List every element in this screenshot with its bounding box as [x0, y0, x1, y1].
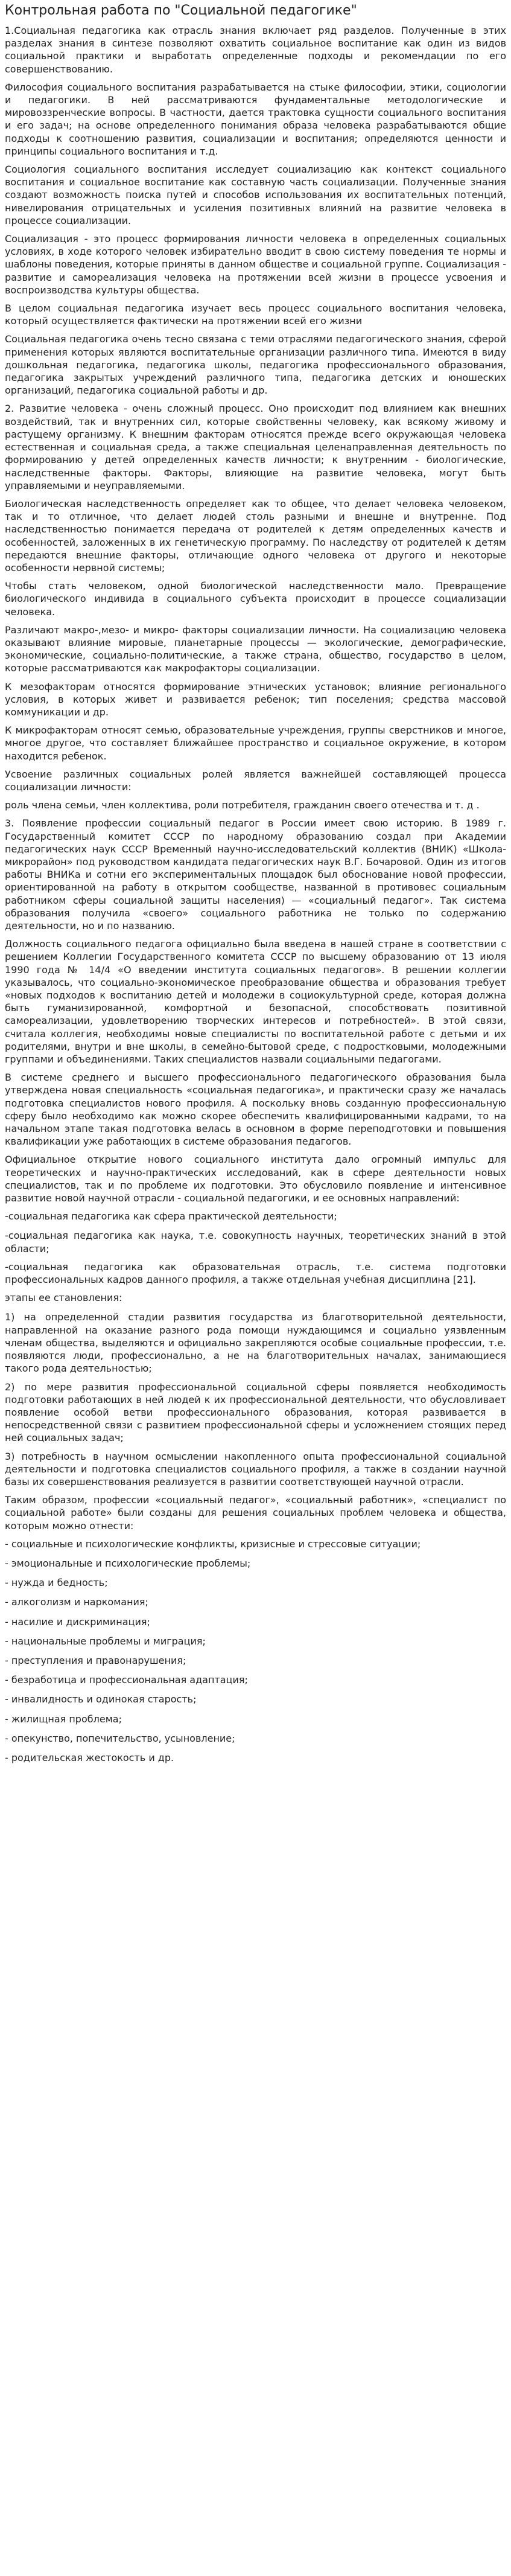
list-item: - безработица и профессиональная адаптация;	[5, 1674, 248, 1686]
list-item: - опекунство, попечительство, усыновление;	[5, 1732, 235, 1744]
list-item: 2) по мере развития профессиональной социальной сферы появляется необходимость подготовки работающих в ней людей к их профессиональной деятельности, что обусловливает появление особой ветви профессионального образования, которая развивается в непосредственной связи с развитием профессиональной сферы и усложнением стоящих перед ней социальных задач;	[5, 1381, 506, 1444]
paragraph: Социология социального воспитания исследует социализацию как контекст социального воспитания и социальное воспитание как составную часть социализации. Полученные знания создают возможность поиска путей и способов использования их воспитательных потенций, нивелирования отрицательных и усиления позитивных влияний на развитие человека в процессе социализации.	[5, 164, 506, 226]
list-item: - родительская жестокость и др.	[5, 1751, 174, 1763]
paragraph: Социализация - это процесс формирования личности человека в определенных социальных условиях, в ходе которого человек избирательно вводит в свою систему поведения те нормы и шаблоны поведения, которые приняты в данном обществе и социальной группе. Социализация - развитие и самореализация человека на протяжении всей жизни в процессе усвоения и воспроизводства культуры общества.	[5, 233, 506, 296]
paragraph: В целом социальная педагогика изучает весь процесс социального воспитания человека, который осуществляется фактически на протяжении всей его жизни	[5, 302, 506, 327]
list-item: -социальная педагогика как наука, т.е. совокупность научных, теоретических знаний в этой области;	[5, 1230, 506, 1254]
paragraph: К микрофакторам относят семью, образовательные учреждения, группы сверстников и многое, многое другое, что составляет ближайшее пространство и социальное окружение, в котором находится ребенок.	[5, 724, 506, 762]
paragraph: К мезофакторам относятся формирование этнических установок; влияние регионального условия, в которых живет и развивается ребенок; тип поселения; средства массовой коммуникации и др.	[5, 680, 506, 718]
list-item: - инвалидность и одинокая старость;	[5, 1693, 197, 1705]
list-item: - жилищная проблема;	[5, 1713, 122, 1725]
paragraph: Официальное открытие нового социального института дало огромный импульс для теоретических и научно-практических исследований, как в сфере деятельности новых специалистов, так и по проблеме их подготовки. Это обусловило появление и интенсивное развитие новой научной отрасли - социальной педагогики, и ее основных направлений:	[5, 1154, 506, 1204]
list-item: - эмоциональные и психологические проблемы;	[5, 1557, 251, 1569]
paragraph: Чтобы стать человеком, одной биологической наследственности мало. Превращение биологического индивида в социального субъекта происходит в процессе социализации человека.	[5, 580, 506, 618]
list-item: - преступления и правонарушения;	[5, 1654, 186, 1666]
paragraph: Философия социального воспитания разрабатывается на стыке философии, этики, социологии и педагогики. В ней рассматриваются фундаментальные методологические и мировоззренческие вопросы. В частности, дается трактовка сущности социального воспитания и его задач; на основе определенного понимания образа человека разрабатываются общие подходы к соотношению развития, социализации и воспитания; определяются ценности и принципы социального воспитания и т.д.	[5, 81, 506, 157]
list-item: -социальная педагогика как образовательная отрасль, т.е. система подготовки профессиональных кадров данного профиля, а также отдельная учебная дисциплина [21].	[5, 1261, 506, 1286]
paragraph: этапы ее становления:	[5, 1292, 122, 1304]
paragraph: Биологическая наследственность определяет как то общее, что делает человека человеком, так и то отличное, что делает людей столь разными и внешне и внутренне. Под наследственностью понимается передача от родителей к детям определенных качеств и особенностей, заложенных в их генетическую программу. По наследству от родителей к детям передаются внешние факторы, отличающие одного человека от другого и некоторые особенности нервной системы;	[5, 497, 506, 574]
paragraph: Должность социального педагога официально была введена в нашей стране в соответствии с решением Коллегии Государственного комитета СССР по высшему образованию от 13 июля 1990 года № 14/4 «О введении института социальных педагогов». В решении коллегии указывалось, что социально-экономическое преобразование общества и образования требует «новых подходов к воспитанию детей и молодежи в социокультурной среде, которая должна быть гуманизированной, комфортной и безопасной, способствовать позитивной самореализации, удовлетворению творческих интересов и потребностей». В этой связи, считала коллегия, необходимы новые специалисты по воспитательной работе с детьми и их родителями, внутри и вне школы, в семейно-бытовой среде, с подростковыми, молодежными группами и объединениями. Таких специалистов назвали социальными педагогами.	[5, 938, 506, 1066]
list-item: - национальные проблемы и миграция;	[5, 1635, 206, 1647]
list-item: - социальные и психологические конфликты, кризисные и стрессовые ситуации;	[5, 1538, 421, 1550]
paragraph: 3. Появление профессии социальный педагог в России имеет свою историю. В 1989 г. Государственный комитет СССР по народному образованию создал при Академии педагогических наук СССР Временный научно-исследовательский коллектив (ВНИК) «Школа-микрорайон» под руководством кандидата педагогических наук В.Г. Бочаровой. Один из итогов работы ВНИКа и сотни его экспериментальных площадок был обоснование новой профессии, ориентированной на работу в открытом сообществе, названной в противовес социальным работником сферы социальной защиты населения) — «социальный педагог». Так система образования получила «своего» социального работника не только по содержанию деятельности, но и по названию.	[5, 817, 506, 932]
list-item: - нужда и бедность;	[5, 1577, 108, 1589]
paragraph: 1.Социальная педагогика как отрасль знания включает ряд разделов. Полученные в этих разделах знания в синтезе позволяют охватить социальное воспитание как один из видов социальной практики и выработать определенные подходы и рекомендации по его совершенствованию.	[5, 25, 506, 75]
list-item: 3) потребность в научном осмыслении накопленного опыта профессиональной социальной деятельности и подготовка специалистов социального профиля, а также в создании научной базы их совершенствования реализуется в развитии соответствующей научной отрасли.	[5, 1450, 506, 1488]
document-title: Контрольная работа по "Социальной педагогике"	[5, 3, 357, 18]
paragraph: Различают макро-,мезо- и микро- факторы социализации личности. На социализацию человека оказывают влияние мировые, планетарные процессы — экологические, демографические, экономические, социально-политические, а также страна, общество, государство в целом, которые рассматриваются как макрофакторы социализации.	[5, 624, 506, 674]
paragraph: Социальная педагогика очень тесно связана с теми отраслями педагогического знания, сферой применения которых являются воспитательные организации различного типа. Имеются в виду дошкольная педагогика, педагогика школы, педагогика профессионального образования, педагогика закрытых учреждений различного типа, педагогика детских и юношеских организаций, педагогика социальной работы и др.	[5, 333, 506, 397]
paragraph: 2. Развитие человека - очень сложный процесс. Оно происходит под влиянием как внешних воздействий, так и внутренних сил, которые свойственны человеку, как всякому живому и растущему организму. К внешним факторам относятся прежде всего окружающая человека естественная и социальная среда, а также специальная целенаправленная деятельность по формированию у детей определенных качеств личности; к внутренним - биологические, наследственные факторы. Факторы, влияющие на развитие человека, могут быть управляемыми и неуправляемыми.	[5, 403, 506, 491]
paragraph: Усвоение различных социальных ролей является важнейшей составляющей процесса социализации личности:	[5, 768, 506, 793]
list-item: 1) на определенной стадии развития государства из благотворительной деятельности, направленной на оказание разного рода помощи нуждающимся и социально уязвленным членам общества, выделяются и официально закрепляются особые социальные профессии, т.е. появляются люди, профессионально, а не на благотворительных началах, занимающиеся такого рода деятельностью;	[5, 1311, 506, 1375]
paragraph: роль члена семьи, член коллектива, роли потребителя, гражданин своего отечества и т. д .	[5, 799, 480, 811]
list-item: - насилие и дискриминация;	[5, 1616, 150, 1628]
list-item: -социальная педагогика как сфера практической деятельности;	[5, 1210, 337, 1222]
list-item: - алкоголизм и наркомания;	[5, 1596, 148, 1608]
paragraph: В системе среднего и высшего профессионального педагогического образования была утверждена новая специальность «социальная педагогика», и практически сразу же началась подготовка специалистов нового профиля. А поскольку вновь созданную профессиональную сферу было необходимо как можно скорее обеспечить квалифицированными кадрами, то на начальном этапе такая подготовка велась в основном в форме переподготовки и повышения квалификации уже работающих в системе образования педагогов.	[5, 1072, 506, 1148]
paragraph: Таким образом, профессии «социальный педагог», «социальный работник», «специалист по социальной работе» были созданы для решения социальных проблем человека и общества, которым можно отнести:	[5, 1494, 506, 1532]
